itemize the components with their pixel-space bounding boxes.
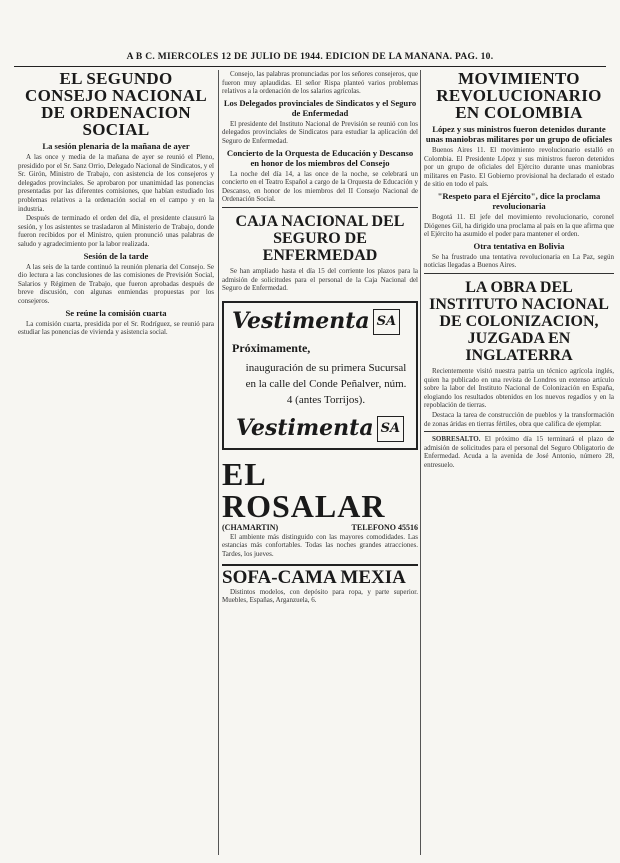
header-rule <box>14 66 606 67</box>
divider <box>424 273 614 274</box>
divider <box>222 207 418 208</box>
paragraph: Buenos Aires 11. El movimiento revolucionario estalló en Colombia. El Presidente López y sus ministros fueron detenidos por un grupo de oficiales del Ejército durante unas maniobras militares en Pasto. El Gobierno provisional ha declarado el estado de sitio en todo el país. <box>424 146 614 189</box>
paragraph: Se han ampliado hasta el día 15 del corriente los plazos para la admisión de solicitudes para el personal de la Caja Nacional del Seguro de Enfermedad. <box>222 266 418 293</box>
column-1 <box>18 70 214 855</box>
paragraph <box>424 435 614 469</box>
article-body <box>222 120 418 146</box>
article-body <box>424 367 614 428</box>
rosalar-phone: TELEFONO 45516 <box>351 522 418 532</box>
paragraph: El ambiente más distinguido con las mayores comodidades. Las estancias más confortables. Todas las noches grandes atracciones. Tardes, los jueves. <box>222 532 418 558</box>
subhead-respeto: "Respeto para el Ejército", dice la proclama revolucionaria <box>437 190 601 211</box>
brand-box: SA <box>373 309 400 335</box>
headline-colonizacion: LA OBRA DEL INSTITUTO NACIONAL DE COLONIZACION, JUZGADA EN INGLATERRA <box>429 278 609 364</box>
article-body <box>222 170 418 204</box>
vestimenta-logo-2 <box>232 416 408 442</box>
notice-text: El próximo día 15 terminará el plazo de admisión de solicitudes para el personal del Seguro Obligatorio de Enfermedad. Acuda a la avenida de José Antonio, número 28, entresuelo. <box>424 435 614 469</box>
vestimenta-logo <box>232 309 408 335</box>
paragraph: La comisión cuarta, presidida por el Sr. Rodríguez, se reunió para estudiar las ponencias de vivienda y asistencia social. <box>18 319 214 337</box>
paragraph: Consejo, las palabras pronunciadas por los señores consejeros, que fueron muy aplaudidas. El señor Rispa planteó varios problemas relativos a la ordenación de los salarios agrícolas. <box>222 70 418 96</box>
paragraph: Después de terminado el orden del día, el presidente clausuró la sesión, y los asistentes se trasladaron al Ministerio de Trabajo, donde fueron recibidos por el Ministro, quien pronunció unas palabras de saludo y agradecimiento por la labor realizada. <box>18 214 214 248</box>
page-header: A B C. MIERCOLES 12 DE JULIO DE 1944. EDICION DE LA MAÑANA. PAG. 10. <box>126 52 494 62</box>
paragraph: A las once y media de la mañana de ayer se reunió el Pleno, presidido por el Sr. Sanz Orrio, Delegado Nacional de Sindicatos, y el Sr. Girón, Ministro de Trabajo, con asistencia de los consejeros y delegados provinciales. Se aprobaron por unanimidad las ponencias presentadas por las diferentes comisiones, que habían estudiado los problemas relativos a la ordenación social en el campo y en la industria. <box>18 153 214 213</box>
article-body <box>18 320 214 337</box>
column-2 <box>222 70 418 855</box>
rosalar-body <box>222 533 418 559</box>
paragraph: Recientemente visitó nuestra patria un técnico agrícola inglés, quien ha publicado en una revista de Londres un extenso artículo sobre la labor del Instituto Nacional de Colonización en España, elogiando los resultados obtenidos en los nuevos regadíos y en la repoblación de tierras. <box>424 366 614 410</box>
article-body <box>18 153 214 249</box>
sofa-ad-title: SOFA-CAMA MEXIA <box>222 564 418 588</box>
sofa-body <box>222 588 418 605</box>
article-body <box>18 263 214 306</box>
article-body <box>222 70 418 96</box>
column-3 <box>424 70 614 855</box>
article-body <box>424 146 614 189</box>
headline-colombia: MOVIMIENTO REVOLUCIONARIO EN COLOMBIA <box>436 70 602 122</box>
rosalar-info-row <box>222 523 418 532</box>
subhead-bolivia: Otra tentativa en Bolivia <box>473 240 565 251</box>
paragraph: La noche del día 14, a las once de la noche, se celebrará un concierto en el Teatro Español a cargo de la Orquesta de Educación y Descanso, en honor de los miembros del II Consejo Nacional de Ordenación Social. <box>222 169 418 204</box>
rosalar-ad-title: EL ROSALAR <box>222 455 386 524</box>
article-body <box>222 267 418 293</box>
headline-caja: CAJA NACIONAL DEL SEGURO DE ENFERMEDAD <box>235 212 405 264</box>
paragraph: Destaca la tarea de construcción de pueblos y la transformación de zonas áridas en tierras fértiles, obra que califica de ejemplar. <box>424 410 614 428</box>
brand-name: Vestimenta <box>232 307 370 334</box>
column-separator <box>218 70 219 855</box>
paragraph: El presidente del Instituto Nacional de Previsión se reunió con los delegados provinciales de Sindicatos para estudiar la aplicación del Seguro de Enfermedad. <box>222 119 418 145</box>
notice-body <box>424 435 614 469</box>
brand-name-2: Vestimenta <box>235 414 374 441</box>
headline-consejo: EL SEGUNDO CONSEJO NACIONAL DE ORDENACION SOCIAL <box>25 70 207 139</box>
subhead-comision: Se reúne la comisión cuarta <box>65 307 167 318</box>
subhead-delegados: Los Delegados provinciales de Sindicatos y el Seguro de Enfermedad <box>223 97 417 118</box>
notice-label: SOBRESALTO. <box>432 435 481 444</box>
article-body <box>424 213 614 239</box>
subhead-sesion-tarde: Sesión de la tarde <box>83 250 149 261</box>
divider <box>424 431 614 432</box>
article-body <box>424 253 614 270</box>
subhead-lopez: López y sus ministros fueron detenidos durante unas maniobras militares por un grupo de oficiales <box>425 124 613 144</box>
vestimenta-ad <box>222 301 418 450</box>
subhead-sesion-manana: La sesión plenaria de la mañana de ayer <box>42 141 190 151</box>
paragraph: Se ha frustrado una tentativa revolucionaria en La Paz, según noticias llegadas a Buenos Aires. <box>424 252 614 270</box>
rosalar-location: (CHAMARTIN) <box>222 522 279 532</box>
brand-box-2: SA <box>377 416 404 442</box>
paragraph: A las seis de la tarde continuó la reunión plenaria del Consejo. Se dio lectura a las conclusiones de las comisiones de Previsión Social, Salarios y Régimen de Trabajo, que fueron aprobadas después de breve discusión, con algunas enmiendas propuestas por los consejeros. <box>18 262 214 305</box>
subhead-concierto: Concierto de la Orquesta de Educación y Descanso en honor de los miembros del Consejo <box>226 147 414 168</box>
column-separator <box>420 70 421 855</box>
ad-lead: Próximamente, <box>232 340 311 355</box>
paragraph: Distintos modelos, con depósito para ropa, y parte superior. Muebles, Españas, Arganzuela, 6. <box>222 587 418 605</box>
ad-body: inauguración de su primera Sucursal en la calle del Conde Peñalver, núm. 4 (antes Torrijos). <box>245 361 407 406</box>
paragraph: Bogotá 11. El jefe del movimiento revolucionario, coronel Diógenes Gil, ha dirigido una proclama al país en la que afirma que el Ejército ha asumido el poder para mantener el orden. <box>424 212 614 239</box>
